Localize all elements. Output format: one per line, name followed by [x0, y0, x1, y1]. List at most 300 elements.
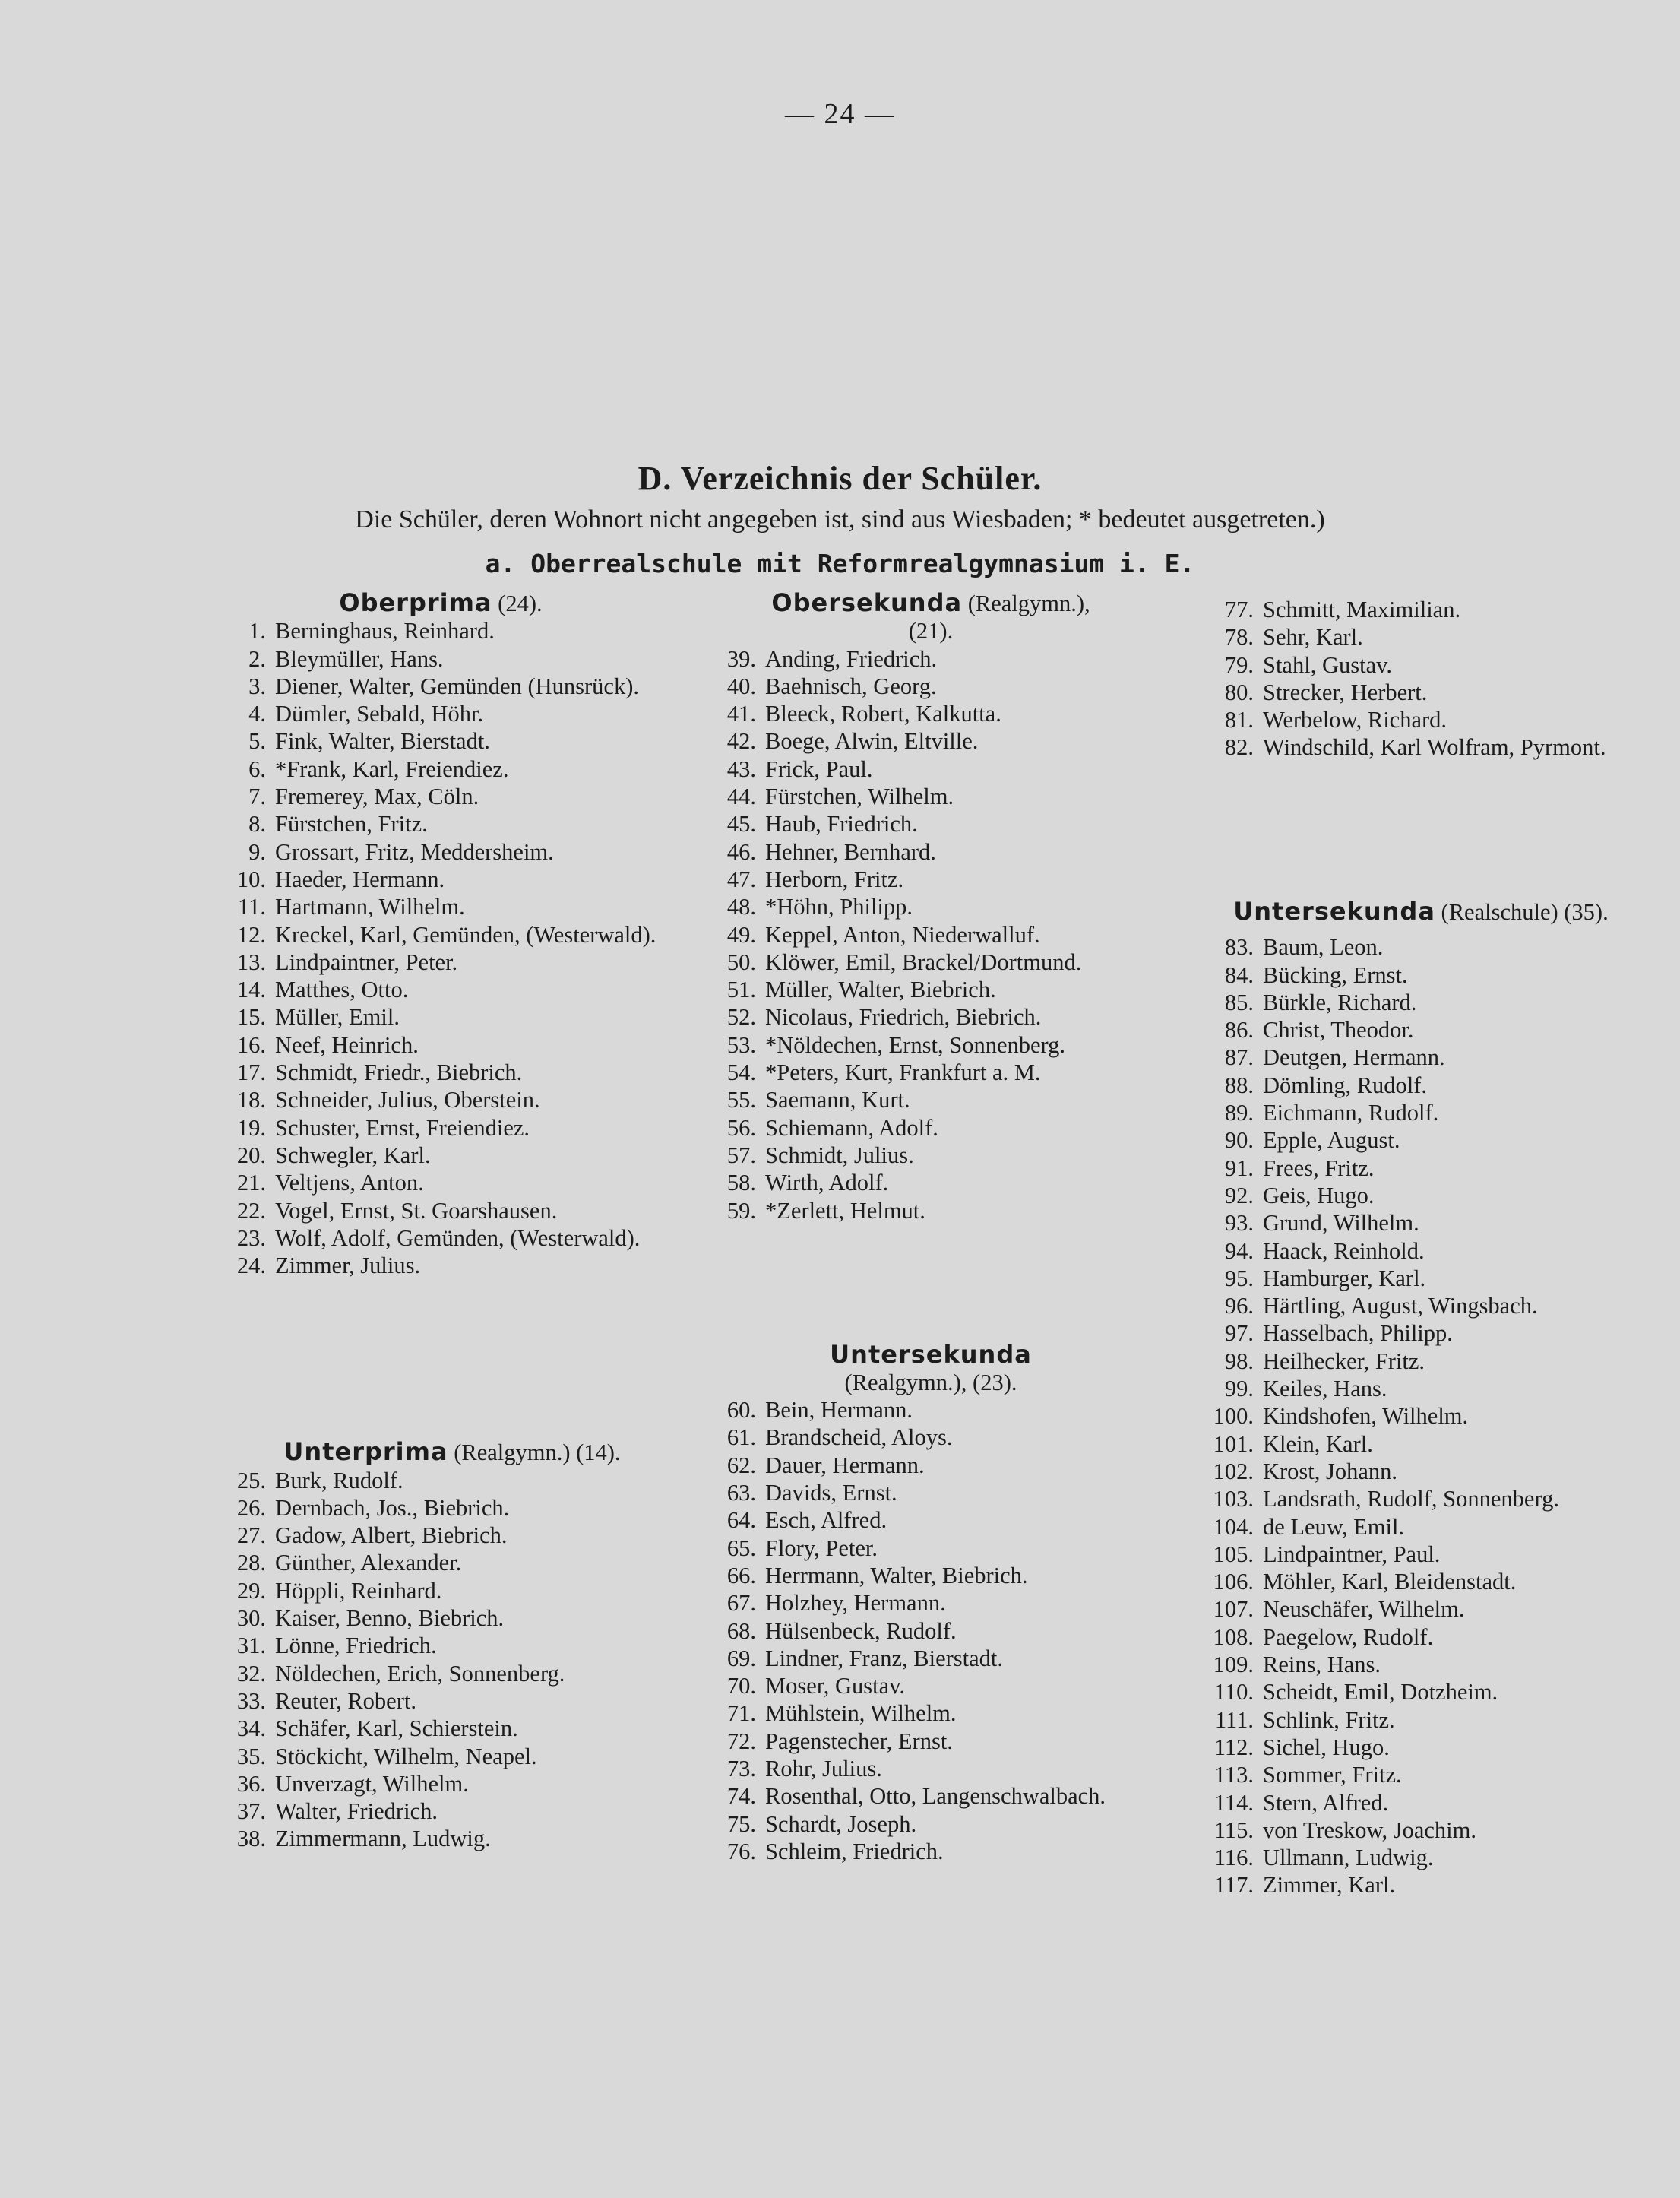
- entry-number: 81.: [1224, 707, 1254, 733]
- entry-number: 68.: [726, 1617, 756, 1644]
- student-name: Moser, Gustav.: [765, 1673, 906, 1699]
- entry-number: 69.: [726, 1645, 756, 1671]
- section-title: Unterprima: [283, 1437, 448, 1467]
- student-entry: [710, 700, 1151, 727]
- student-name: Boege, Alwin, Eltville.: [765, 728, 979, 755]
- entry-number: 52.: [726, 1004, 756, 1031]
- entry-number: 72.: [726, 1728, 756, 1754]
- student-entry: [1208, 933, 1634, 961]
- entry-number: 86.: [1224, 1017, 1254, 1044]
- student-name: Dömling, Rudolf.: [1263, 1072, 1428, 1098]
- entry-number: 22.: [236, 1197, 266, 1224]
- student-entry: [710, 866, 1151, 893]
- student-entry: [1208, 651, 1634, 679]
- student-entry: [1208, 1348, 1634, 1375]
- student-entry: [220, 810, 661, 838]
- student-entry: [710, 1452, 1151, 1479]
- student-name: *Frank, Karl, Freiendiez.: [275, 755, 509, 782]
- section-title: Untersekunda: [1233, 897, 1435, 926]
- student-entry: [220, 1224, 661, 1252]
- student-name: Christ, Theodor.: [1263, 1017, 1414, 1044]
- student-name: Lindner, Franz, Bierstadt.: [765, 1645, 1004, 1671]
- student-entry: [1208, 706, 1634, 733]
- student-entry: [710, 645, 1151, 673]
- entry-number: 7.: [248, 784, 266, 810]
- school-subtitle: a. Oberrealschule mit Reformrealgymnasium i. E.: [485, 549, 1195, 578]
- student-name: Burk, Rudolf.: [275, 1467, 403, 1493]
- student-entry: [220, 617, 661, 645]
- section-head-untersekunda-realschule: [1208, 898, 1634, 926]
- entry-number: 17.: [236, 1059, 266, 1086]
- entry-number: 46.: [726, 838, 756, 865]
- student-name: Holzhey, Hermann.: [765, 1590, 946, 1617]
- student-entry: [220, 1467, 661, 1494]
- student-name: Hartmann, Wilhelm.: [275, 894, 465, 920]
- entry-number: 11.: [238, 894, 266, 920]
- entry-number: 111.: [1214, 1706, 1254, 1733]
- entry-number: 51.: [726, 977, 756, 1003]
- student-name: Werbelow, Richard.: [1263, 707, 1447, 733]
- student-entry: [1208, 989, 1634, 1016]
- student-name: Fürstchen, Fritz.: [275, 811, 428, 838]
- student-name: Bein, Hermann.: [765, 1397, 913, 1424]
- student-name: Frick, Paul.: [765, 755, 873, 782]
- student-name: Davids, Ernst.: [765, 1480, 897, 1506]
- student-entry: [220, 838, 661, 866]
- student-name: Esch, Alfred.: [765, 1507, 887, 1534]
- student-entry: [1208, 1789, 1634, 1816]
- student-entry: [1208, 1816, 1634, 1844]
- student-list-oberprima: [220, 617, 661, 1438]
- student-entry: [220, 1660, 661, 1687]
- entry-number: 108.: [1213, 1623, 1254, 1650]
- entry-number: 10.: [236, 866, 266, 892]
- entry-number: 77.: [1224, 597, 1254, 622]
- student-name: Bürkle, Richard.: [1263, 989, 1417, 1015]
- student-entry: [1208, 596, 1634, 623]
- entry-number: 104.: [1213, 1513, 1254, 1540]
- entry-number: 58.: [726, 1170, 756, 1196]
- student-entry: [710, 1424, 1151, 1451]
- student-name: Schäfer, Karl, Schierstein.: [275, 1715, 518, 1742]
- student-entry: [1208, 1072, 1634, 1099]
- entry-number: 78.: [1224, 624, 1254, 651]
- entry-number: 100.: [1213, 1403, 1254, 1430]
- student-name: Dauer, Hermann.: [765, 1452, 925, 1478]
- entry-number: 49.: [726, 921, 756, 948]
- student-name: Berninghaus, Reinhard.: [275, 618, 495, 645]
- entry-number: 37.: [236, 1798, 266, 1825]
- entry-number: 63.: [726, 1480, 756, 1506]
- student-entry: [710, 838, 1151, 866]
- entry-number: 105.: [1213, 1541, 1254, 1567]
- student-entry: [1208, 1016, 1634, 1044]
- student-entry: [710, 1755, 1151, 1782]
- student-entry: [1208, 1678, 1634, 1706]
- student-entry: [710, 783, 1151, 810]
- section-head-unterprima: [220, 1438, 661, 1466]
- entry-number: 75.: [726, 1810, 756, 1837]
- entry-number: 14.: [236, 977, 266, 1003]
- student-entry: [220, 1059, 661, 1086]
- entry-number: 99.: [1224, 1376, 1254, 1402]
- student-name: Kreckel, Karl, Gemünden, (Westerwald).: [275, 921, 656, 948]
- entry-number: 41.: [726, 701, 756, 727]
- student-name: Heilhecker, Fritz.: [1263, 1348, 1425, 1374]
- student-entry: [1208, 1871, 1634, 1899]
- entry-number: 80.: [1224, 679, 1254, 705]
- entry-number: 109.: [1213, 1652, 1254, 1678]
- student-entry: [220, 673, 661, 700]
- entry-number: 90.: [1224, 1127, 1254, 1154]
- student-entry: [710, 1838, 1151, 1865]
- student-entry: [220, 645, 661, 673]
- student-entry: [710, 1479, 1151, 1506]
- entry-number: 65.: [726, 1534, 756, 1561]
- student-entry: [220, 1715, 661, 1742]
- student-entry: [1208, 1375, 1634, 1402]
- section-count: (Realgymn.), (21).: [908, 591, 1090, 645]
- student-entry: [1208, 1651, 1634, 1678]
- section-head-untersekunda-realgymn: [710, 1341, 1151, 1397]
- student-entry: [220, 1825, 661, 1852]
- student-name: Rohr, Julius.: [765, 1756, 882, 1782]
- student-entry: [220, 1549, 661, 1576]
- student-list-untersekunda-realgymn: [710, 1396, 1151, 1865]
- entry-number: 1.: [248, 618, 266, 645]
- student-name: Schmidt, Julius.: [765, 1142, 914, 1168]
- entry-number: 47.: [726, 866, 756, 892]
- entry-number: 13.: [236, 949, 266, 975]
- student-list-unterprima: [220, 1467, 661, 1853]
- student-name: Strecker, Herbert.: [1263, 679, 1428, 705]
- student-name: Hamburger, Karl.: [1263, 1265, 1426, 1291]
- page-title: D. Verzeichnis der Schüler.: [638, 460, 1042, 497]
- student-entry: [710, 673, 1151, 700]
- student-name: Sommer, Fritz.: [1263, 1762, 1402, 1788]
- student-entry: [1208, 1734, 1634, 1761]
- student-name: Günther, Alexander.: [275, 1550, 462, 1576]
- column-3: [1208, 596, 1634, 1899]
- student-name: Epple, August.: [1263, 1127, 1400, 1154]
- student-name: Nöldechen, Erich, Sonnenberg.: [275, 1660, 565, 1687]
- student-name: Kaiser, Benno, Biebrich.: [275, 1605, 505, 1632]
- student-name: Zimmer, Karl.: [1263, 1872, 1396, 1899]
- student-entry: [710, 1396, 1151, 1424]
- entry-number: 73.: [726, 1756, 756, 1782]
- entry-number: 5.: [248, 728, 266, 755]
- entry-number: 87.: [1224, 1044, 1254, 1071]
- student-entry: [220, 976, 661, 1003]
- entry-number: 29.: [236, 1577, 266, 1604]
- student-name: Stahl, Gustav.: [1263, 651, 1392, 678]
- entry-number: 4.: [248, 701, 266, 727]
- entry-number: 89.: [1224, 1100, 1254, 1126]
- student-name: *Höhn, Philipp.: [765, 894, 913, 920]
- student-entry: [1208, 1099, 1634, 1126]
- student-entry: [710, 1589, 1151, 1617]
- student-name: Müller, Walter, Biebrich.: [765, 977, 996, 1003]
- student-entry: [1208, 1265, 1634, 1292]
- student-entry: [1208, 1154, 1634, 1182]
- entry-number: 24.: [236, 1253, 266, 1279]
- entry-number: 97.: [1224, 1320, 1254, 1347]
- student-name: Anding, Friedrich.: [765, 645, 938, 672]
- student-name: Grossart, Fritz, Meddersheim.: [275, 838, 554, 865]
- student-entry: [1208, 1458, 1634, 1485]
- student-name: Neef, Heinrich.: [275, 1031, 419, 1058]
- student-entry: [1208, 1568, 1634, 1595]
- section-head-obersekunda: [710, 589, 1151, 645]
- entry-number: 34.: [236, 1715, 266, 1742]
- student-name: Rosenthal, Otto, Langenschwalbach.: [765, 1783, 1106, 1810]
- student-entry: [710, 1699, 1151, 1727]
- student-name: Wolf, Adolf, Gemünden, (Westerwald).: [275, 1224, 641, 1251]
- student-entry: [220, 1604, 661, 1632]
- student-name: *Peters, Kurt, Frankfurt a. M.: [765, 1059, 1041, 1086]
- student-entry: [710, 1086, 1151, 1113]
- student-entry: [1208, 1623, 1634, 1651]
- student-name: Walter, Friedrich.: [275, 1798, 438, 1825]
- student-name: Möhler, Karl, Bleidenstadt.: [1263, 1569, 1517, 1595]
- student-name: Reuter, Robert.: [275, 1687, 416, 1714]
- entry-number: 88.: [1224, 1072, 1254, 1098]
- entry-number: 114.: [1213, 1789, 1254, 1816]
- entry-number: 28.: [236, 1550, 266, 1576]
- entry-number: 92.: [1224, 1182, 1254, 1208]
- student-entry: [1208, 1402, 1634, 1430]
- page-number: — 24 —: [785, 98, 895, 130]
- student-name: Neuschäfer, Wilhelm.: [1263, 1596, 1465, 1623]
- student-entry: [1208, 1541, 1634, 1568]
- entry-number: 33.: [236, 1687, 266, 1714]
- student-entry: [1208, 1237, 1634, 1265]
- student-name: Baehnisch, Georg.: [765, 673, 937, 699]
- entry-number: 6.: [248, 755, 266, 782]
- student-name: Mühlstein, Wilhelm.: [765, 1700, 957, 1727]
- student-entry: [1208, 1430, 1634, 1458]
- student-entry: [1208, 1706, 1634, 1734]
- entry-number: 95.: [1224, 1265, 1254, 1291]
- student-name: Zimmermann, Ludwig.: [275, 1826, 491, 1852]
- student-entry: [1208, 1126, 1634, 1154]
- entry-number: 94.: [1224, 1237, 1254, 1264]
- student-name: Geis, Hugo.: [1263, 1182, 1375, 1208]
- student-entry: [1208, 1513, 1634, 1541]
- student-name: Dümler, Sebald, Höhr.: [275, 701, 484, 727]
- student-entry: [1208, 1182, 1634, 1209]
- student-entry: [710, 1169, 1151, 1196]
- student-name: Brandscheid, Aloys.: [765, 1424, 953, 1451]
- student-name: Sehr, Karl.: [1263, 624, 1363, 651]
- section-count: (Realschule) (35).: [1435, 899, 1609, 925]
- entry-number: 82.: [1224, 734, 1254, 761]
- student-entry: [710, 1031, 1151, 1059]
- entry-number: 40.: [726, 673, 756, 699]
- student-entry: [710, 893, 1151, 920]
- student-name: Bleeck, Robert, Kalkutta.: [765, 701, 1001, 727]
- entry-number: 59.: [726, 1197, 756, 1224]
- entry-number: 39.: [726, 645, 756, 672]
- student-entry: [220, 921, 661, 949]
- entry-number: 60.: [726, 1397, 756, 1424]
- student-entry: [220, 1142, 661, 1169]
- student-entry: [710, 1197, 1151, 1224]
- entry-number: 79.: [1224, 651, 1254, 678]
- entry-number: 70.: [726, 1673, 756, 1699]
- student-name: Flory, Peter.: [765, 1534, 878, 1561]
- student-name: Keiles, Hans.: [1263, 1376, 1387, 1402]
- student-name: Krost, Johann.: [1263, 1458, 1398, 1484]
- student-entry: [710, 949, 1151, 976]
- student-entry: [1208, 1485, 1634, 1512]
- student-entry: [710, 921, 1151, 949]
- entry-number: 9.: [248, 838, 266, 865]
- entry-number: 21.: [236, 1170, 266, 1196]
- student-name: Veltjens, Anton.: [275, 1170, 424, 1196]
- student-name: Hülsenbeck, Rudolf.: [765, 1617, 957, 1644]
- student-entry: [710, 1003, 1151, 1031]
- student-name: Haack, Reinhold.: [1263, 1237, 1425, 1264]
- student-entry: [710, 1782, 1151, 1810]
- student-entry: [220, 1003, 661, 1031]
- student-entry: [220, 1086, 661, 1113]
- student-list-untersekunda-realschule: [1208, 933, 1634, 1899]
- student-entry: [220, 1743, 661, 1770]
- entry-number: 110.: [1213, 1679, 1254, 1706]
- student-entry: [710, 755, 1151, 783]
- student-name: Lindpaintner, Paul.: [1263, 1541, 1441, 1567]
- entry-number: 38.: [236, 1826, 266, 1852]
- entry-number: 32.: [236, 1660, 266, 1687]
- student-entry: [220, 783, 661, 810]
- student-name: Fremerey, Max, Cöln.: [275, 784, 479, 810]
- student-name: Keppel, Anton, Niederwalluf.: [765, 921, 1040, 948]
- student-entry: [710, 727, 1151, 755]
- student-name: Müller, Emil.: [275, 1004, 400, 1031]
- student-name: Schmitt, Maximilian.: [1263, 597, 1461, 622]
- entry-number: 102.: [1213, 1458, 1254, 1484]
- student-list-obersekunda-cont: [1208, 596, 1634, 843]
- entry-number: 15.: [236, 1004, 266, 1031]
- student-entry: [220, 1494, 661, 1522]
- entry-number: 116.: [1213, 1845, 1254, 1871]
- section-head-oberprima: [220, 589, 661, 617]
- entry-number: 66.: [726, 1562, 756, 1588]
- entry-number: 91.: [1224, 1154, 1254, 1181]
- student-name: Klöwer, Emil, Brackel/Dortmund.: [765, 949, 1082, 975]
- student-name: Schwegler, Karl.: [275, 1142, 431, 1168]
- column-1: [220, 589, 661, 1853]
- entry-number: 18.: [236, 1087, 266, 1113]
- student-name: Unverzagt, Wilhelm.: [275, 1770, 469, 1797]
- student-name: Klein, Karl.: [1263, 1430, 1373, 1457]
- student-name: Stern, Alfred.: [1263, 1789, 1389, 1816]
- student-name: Fink, Walter, Bierstadt.: [275, 728, 490, 755]
- entry-number: 106.: [1213, 1569, 1254, 1595]
- student-name: Landsrath, Rudolf, Sonnenberg.: [1263, 1486, 1559, 1512]
- entry-number: 96.: [1224, 1293, 1254, 1319]
- student-entry: [1208, 679, 1634, 706]
- column-2: [710, 589, 1151, 1865]
- student-entry: [710, 1617, 1151, 1645]
- student-name: Stöckicht, Wilhelm, Neapel.: [275, 1743, 537, 1769]
- student-name: Bleymüller, Hans.: [275, 645, 444, 672]
- student-name: Fürstchen, Wilhelm.: [765, 784, 954, 810]
- student-name: Schuster, Ernst, Freiendiez.: [275, 1114, 530, 1141]
- student-entry: [1208, 1319, 1634, 1347]
- entry-number: 36.: [236, 1770, 266, 1797]
- student-name: Bücking, Ernst.: [1263, 961, 1408, 988]
- section-title: Oberprima: [339, 588, 492, 617]
- student-name: Hehner, Bernhard.: [765, 838, 936, 865]
- student-entry: [1208, 1595, 1634, 1623]
- entry-number: 19.: [236, 1114, 266, 1141]
- student-name: Saemann, Kurt.: [765, 1087, 910, 1113]
- student-entry: [220, 1169, 661, 1196]
- entry-number: 98.: [1224, 1348, 1254, 1374]
- explanatory-note: Die Schüler, deren Wohnort nicht angegeben ist, sind aus Wiesbaden; * bedeutet ausgetreten.): [355, 505, 1325, 534]
- entry-number: 103.: [1213, 1486, 1254, 1512]
- student-name: Paegelow, Rudolf.: [1263, 1623, 1434, 1650]
- student-entry: [220, 866, 661, 893]
- student-entry: [220, 1687, 661, 1715]
- student-name: Dernbach, Jos., Biebrich.: [275, 1494, 510, 1521]
- student-entry: [710, 1534, 1151, 1562]
- student-entry: [1208, 961, 1634, 989]
- student-entry: [710, 1059, 1151, 1086]
- student-entry: [710, 1142, 1151, 1169]
- entry-number: 25.: [236, 1467, 266, 1493]
- student-name: Herborn, Fritz.: [765, 866, 904, 892]
- student-name: Haeder, Hermann.: [275, 866, 445, 892]
- student-name: Haub, Friedrich.: [765, 811, 918, 838]
- entry-number: 83.: [1224, 934, 1254, 961]
- student-name: Nicolaus, Friedrich, Biebrich.: [765, 1004, 1042, 1031]
- student-name: Deutgen, Hermann.: [1263, 1044, 1445, 1071]
- student-name: de Leuw, Emil.: [1263, 1513, 1405, 1540]
- entry-number: 31.: [236, 1633, 266, 1659]
- entry-number: 115.: [1213, 1816, 1254, 1843]
- student-entry: [1208, 733, 1634, 761]
- entry-number: 56.: [726, 1114, 756, 1141]
- student-list-obersekunda: [710, 645, 1151, 1341]
- student-entry: [710, 810, 1151, 838]
- student-name: Lönne, Friedrich.: [275, 1633, 437, 1659]
- entry-number: 16.: [236, 1031, 266, 1058]
- section-count: (Realgymn.), (23).: [844, 1369, 1017, 1395]
- entry-number: 23.: [236, 1224, 266, 1251]
- entry-number: 85.: [1224, 989, 1254, 1015]
- entry-number: 48.: [726, 894, 756, 920]
- student-name: Scheidt, Emil, Dotzheim.: [1263, 1679, 1498, 1706]
- student-name: Schlink, Fritz.: [1263, 1706, 1395, 1733]
- student-name: Ullmann, Ludwig.: [1263, 1845, 1434, 1871]
- entry-number: 113.: [1213, 1762, 1254, 1788]
- student-entry: [1208, 623, 1634, 651]
- student-name: Schneider, Julius, Oberstein.: [275, 1087, 540, 1113]
- student-entry: [710, 1645, 1151, 1672]
- student-name: Herrmann, Walter, Biebrich.: [765, 1562, 1028, 1588]
- entry-number: 43.: [726, 755, 756, 782]
- entry-number: 61.: [726, 1424, 756, 1451]
- section-title: Untersekunda: [830, 1339, 1032, 1369]
- student-entry: [220, 1770, 661, 1797]
- student-entry: [220, 1577, 661, 1604]
- student-entry: [1208, 1761, 1634, 1788]
- student-name: Baum, Leon.: [1263, 934, 1384, 961]
- student-entry: [1208, 1044, 1634, 1071]
